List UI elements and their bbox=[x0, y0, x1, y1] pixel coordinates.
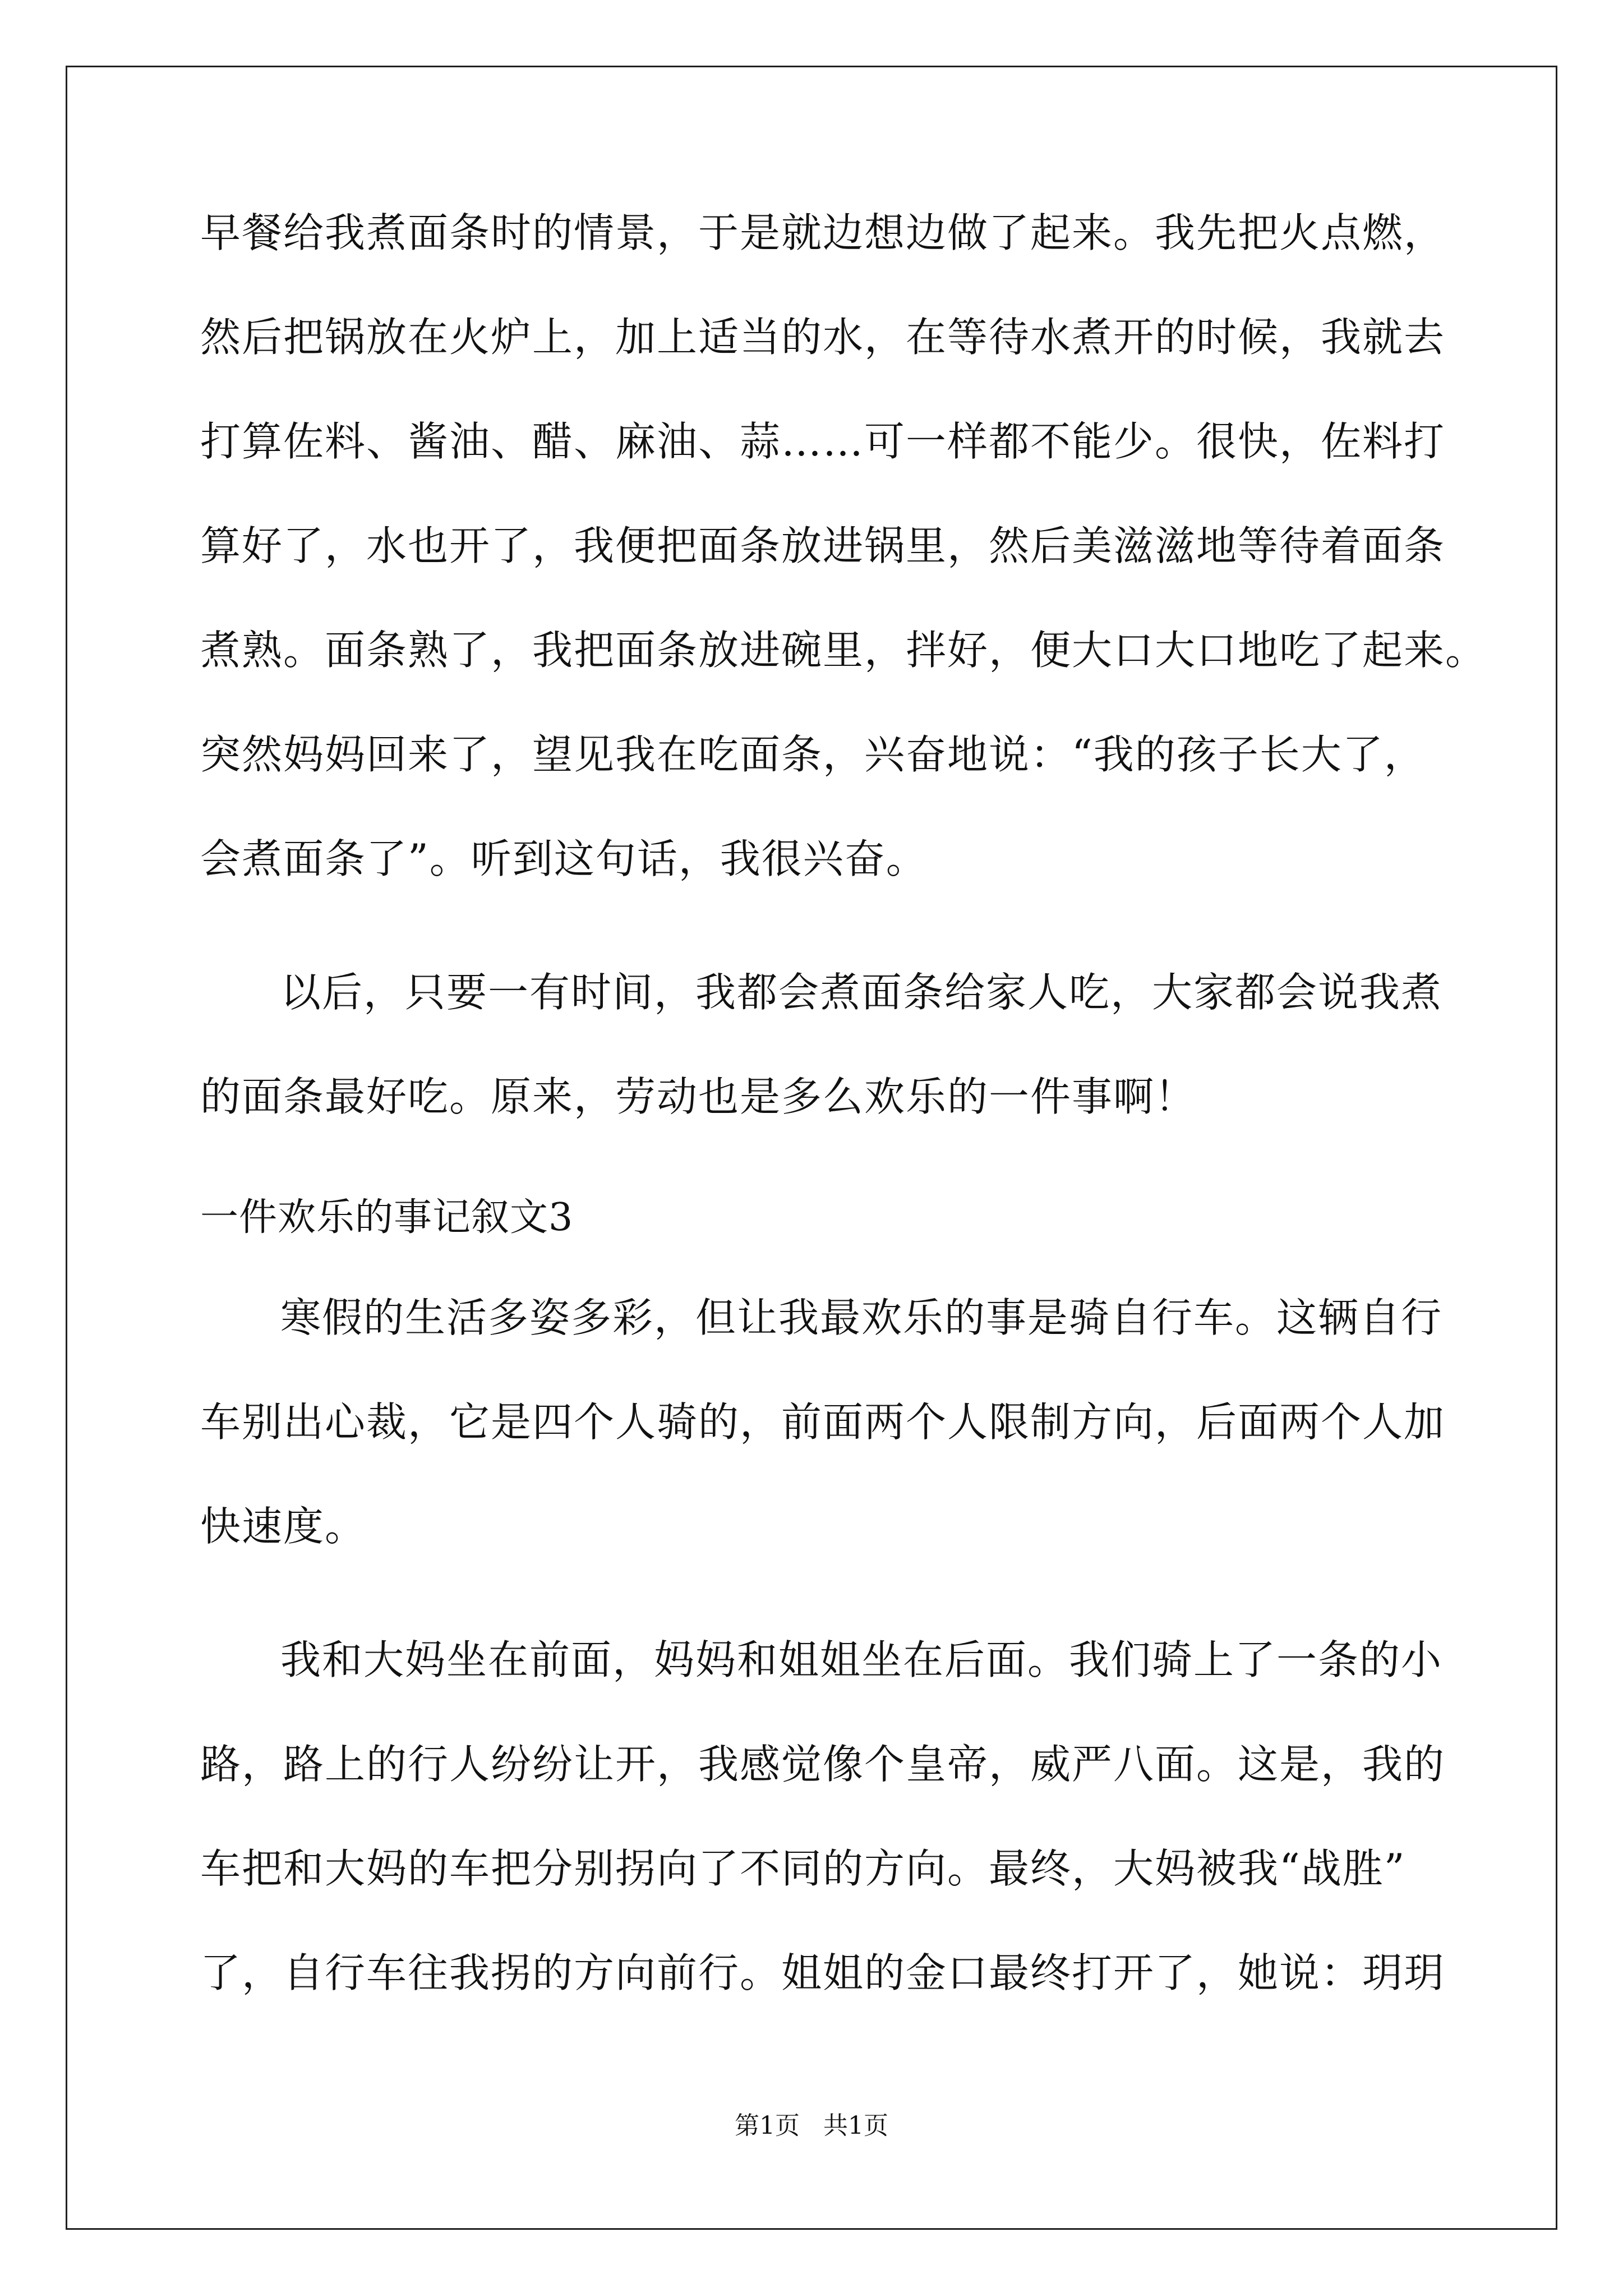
text-line: 早餐给我煮面条时的情景，于是就边想边做了起来。我先把火点燃， bbox=[200, 209, 1446, 256]
text-line: 的面条最好吃。原来，劳动也是多么欢乐的一件事啊！ bbox=[200, 1073, 1197, 1120]
text-line: 路，路上的行人纷纷让开，我感觉像个皇帝，威严八面。这是，我的 bbox=[200, 1741, 1446, 1788]
text-line: 我和大妈坐在前面，妈妈和姐姐坐在后面。我们骑上了一条的小 bbox=[280, 1636, 1443, 1683]
text-line: 了，自行车往我拐的方向前行。姐姐的金口最终打开了，她说：玥玥 bbox=[200, 1949, 1446, 1996]
text-line: 快速度。 bbox=[200, 1503, 367, 1550]
page-frame bbox=[66, 66, 1557, 2230]
text-line: 车把和大妈的车把分别拐向了不同的方向。最终，大妈被我“战胜” bbox=[200, 1845, 1406, 1892]
text-line: 以后，只要一有时间，我都会煮面条给家人吃，大家都会说我煮 bbox=[280, 969, 1443, 1016]
section-heading: 一件欢乐的事记叙文3 bbox=[200, 1195, 574, 1240]
text-line: 打算佐料、酱油、醋、麻油、蒜……可一样都不能少。很快，佐料打 bbox=[200, 418, 1446, 465]
text-line: 突然妈妈回来了，望见我在吃面条，兴奋地说：“我的孩子长大了， bbox=[200, 731, 1426, 778]
text-line: 车别出心裁，它是四个人骑的，前面两个人限制方向，后面两个人加 bbox=[200, 1398, 1446, 1446]
text-line: 然后把锅放在火炉上，加上适当的水，在等待水煮开的时候，我就去 bbox=[200, 314, 1446, 361]
text-line: 煮熟。面条熟了，我把面条放进碗里，拌好，便大口大口地吃了起来。 bbox=[200, 627, 1487, 674]
page-number-footer: 第1页 共1页 bbox=[735, 2111, 888, 2140]
text-line: 会煮面条了”。听到这句话，我很兴奋。 bbox=[200, 835, 928, 882]
text-line: 算好了，水也开了，我便把面条放进锅里，然后美滋滋地等待着面条 bbox=[200, 522, 1446, 569]
text-line: 寒假的生活多姿多彩，但让我最欢乐的事是骑自行车。这辆自行 bbox=[280, 1294, 1443, 1341]
